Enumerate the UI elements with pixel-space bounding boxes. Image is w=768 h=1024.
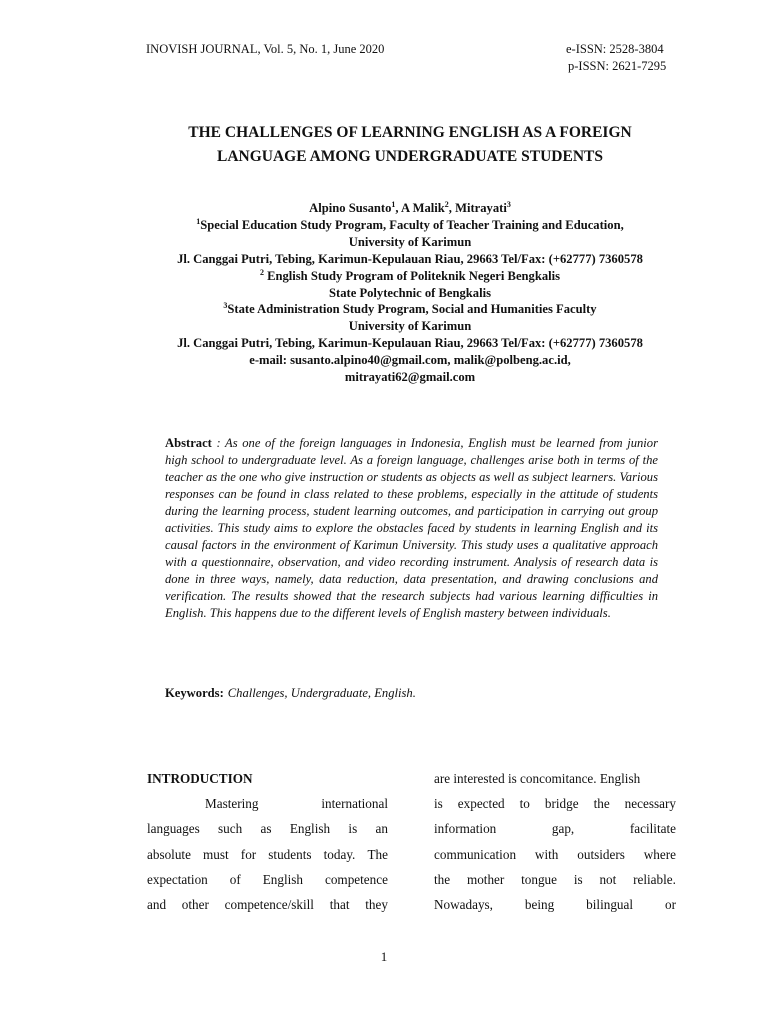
body-word: English bbox=[289, 821, 331, 837]
body-word: is bbox=[348, 821, 358, 837]
author-line bbox=[60, 200, 760, 217]
affiliation-2-text: English Study Program of Politeknik Negeri Bengkalis bbox=[263, 268, 561, 283]
body-column-right bbox=[434, 766, 676, 917]
body-text-line bbox=[434, 842, 676, 867]
body-word: they bbox=[365, 896, 388, 912]
keywords-label: Keywords: bbox=[165, 686, 224, 700]
affiliation-3-sup: 3 bbox=[223, 301, 228, 311]
body-text-line bbox=[434, 892, 676, 917]
keywords bbox=[165, 686, 416, 701]
body-word: The bbox=[367, 846, 388, 862]
affiliation-line-2: University of Karimun bbox=[348, 234, 472, 249]
body-word: mother bbox=[466, 871, 505, 887]
body-word: must bbox=[203, 846, 229, 862]
keywords-value: Challenges, Undergraduate, English. bbox=[227, 686, 416, 700]
body-word: an bbox=[375, 821, 388, 837]
body-word: expectation bbox=[147, 871, 208, 887]
body-word: such bbox=[218, 821, 243, 837]
body-word: competence/skill bbox=[224, 896, 314, 912]
body-word: are interested is concomitance. English bbox=[434, 771, 641, 786]
body-word: or bbox=[664, 896, 676, 912]
body-word: for bbox=[240, 846, 257, 862]
body-word: being bbox=[524, 896, 555, 912]
body-word: the bbox=[593, 796, 610, 812]
body-word: gap, bbox=[551, 821, 575, 837]
author-affiliations bbox=[60, 200, 760, 386]
author-1-sup: 1 bbox=[391, 200, 396, 209]
pissn: p-ISSN: 2621-7295 bbox=[568, 59, 667, 73]
affiliation-2-sup: 2 bbox=[259, 267, 264, 277]
body-word: competence bbox=[324, 871, 388, 887]
abstract-label: Abstract bbox=[165, 436, 212, 450]
eissn: e-ISSN: 2528-3804 bbox=[566, 42, 664, 56]
body-text-line bbox=[434, 816, 676, 841]
affiliation-line-1 bbox=[60, 217, 760, 234]
body-text-line bbox=[147, 791, 388, 816]
affiliation-line-6 bbox=[60, 301, 760, 318]
body-word: with bbox=[534, 846, 559, 862]
abstract bbox=[165, 435, 658, 622]
body-word: as bbox=[260, 821, 272, 837]
body-text-line bbox=[147, 892, 388, 917]
body-word: outsiders bbox=[577, 846, 625, 862]
body-word: communication bbox=[434, 846, 517, 862]
body-word: facilitate bbox=[629, 821, 676, 837]
affiliation-line-5: State Polytechnic of Bengkalis bbox=[329, 285, 491, 300]
body-word: not bbox=[599, 871, 617, 887]
body-column-left bbox=[147, 766, 388, 917]
body-word: bilingual bbox=[586, 896, 634, 912]
issn-block bbox=[566, 41, 666, 75]
body-word: and bbox=[147, 896, 167, 912]
body-word: reliable. bbox=[633, 871, 676, 887]
affiliation-line-7: University of Karimun bbox=[348, 319, 472, 334]
affiliation-3-text: State Administration Study Program, Social and Humanities Faculty bbox=[227, 302, 597, 317]
affiliation-line-3: Jl. Canggai Putri, Tebing, Karimun-Kepulauan Riau, 29663 Tel/Fax: (+62777) 7360578 bbox=[177, 251, 643, 266]
body-word: students bbox=[268, 846, 312, 862]
body-word: to bbox=[519, 796, 530, 812]
abstract-text: : As one of the foreign languages in Indonesia, English must be learned from junior high school to undergraduate level. As a foreign language, challenges arise both in terms of the teacher as the one who give instruction or students as objects as well as subject learners. Various responses can be found in class related to these problems, especially in the attitude of students during the learning process, student learning outcomes, and participation in carrying out group activities. This study aims to explore the obstacles faced by students in learning English and its causal factors in the environment of Karimun University. This study uses a qualitative approach with a questionnaire, observation, and video recording instrument. Analysis of research data is done in three ways, namely, data reduction, data presentation, and drawing conclusions and verification. The results showed that the research subjects had various learning difficulties in English. This happens due to the different levels of English mastery between individuals. bbox=[165, 436, 658, 620]
body-word: the bbox=[434, 871, 451, 887]
body-word: expected bbox=[457, 796, 505, 812]
email-line-1: e-mail: susanto.alpino40@gmail.com, malik@polbeng.ac.id, bbox=[249, 353, 571, 368]
author-3: , Mitrayati bbox=[448, 201, 507, 215]
author-3-sup: 3 bbox=[506, 200, 511, 209]
body-word: today. bbox=[323, 846, 356, 862]
body-text-line bbox=[147, 816, 388, 841]
affiliation-1-text: Special Education Study Program, Faculty of Teacher Training and Education, bbox=[200, 217, 624, 232]
body-word: international bbox=[321, 796, 388, 812]
body-word: Mastering bbox=[205, 796, 259, 812]
body-word: other bbox=[181, 896, 209, 912]
body-word: information bbox=[434, 821, 497, 837]
affiliation-line-8: Jl. Canggai Putri, Tebing, Karimun-Kepulauan Riau, 29663 Tel/Fax: (+62777) 7360578 bbox=[177, 336, 643, 351]
body-word: tongue bbox=[521, 871, 558, 887]
body-text-line bbox=[434, 791, 676, 816]
body-word: of bbox=[229, 871, 241, 887]
body-word: is bbox=[573, 871, 583, 887]
body-word: absolute bbox=[147, 846, 191, 862]
body-word: languages bbox=[147, 821, 200, 837]
body-word: Nowadays, bbox=[434, 896, 493, 912]
body-word: is bbox=[434, 796, 443, 812]
body-text-line bbox=[434, 867, 676, 892]
body-word: where bbox=[643, 846, 676, 862]
page-number: 1 bbox=[380, 949, 388, 964]
body-word: bridge bbox=[544, 796, 579, 812]
body-text-line bbox=[147, 842, 388, 867]
body-word: necessary bbox=[624, 796, 676, 812]
paper-title bbox=[100, 121, 720, 169]
title-line-1: THE CHALLENGES OF LEARNING ENGLISH AS A FOREIGN bbox=[188, 124, 632, 141]
author-2-sup: 2 bbox=[444, 200, 449, 209]
email-line-2: mitrayati62@gmail.com bbox=[344, 370, 476, 385]
body-text-line bbox=[434, 766, 676, 791]
title-line-2: LANGUAGE AMONG UNDERGRADUATE STUDENTS bbox=[217, 148, 603, 165]
body-text-line bbox=[147, 867, 388, 892]
affiliation-line-4 bbox=[60, 268, 760, 285]
section-heading: INTRODUCTION bbox=[147, 771, 253, 786]
author-1: Alpino Susanto bbox=[309, 201, 392, 215]
author-2: , A Malik bbox=[395, 201, 445, 215]
affiliation-1-sup: 1 bbox=[196, 216, 201, 226]
journal-header: INOVISH JOURNAL, Vol. 5, No. 1, June 2020 bbox=[146, 42, 385, 56]
body-word: that bbox=[329, 896, 350, 912]
body-word: English bbox=[262, 871, 304, 887]
